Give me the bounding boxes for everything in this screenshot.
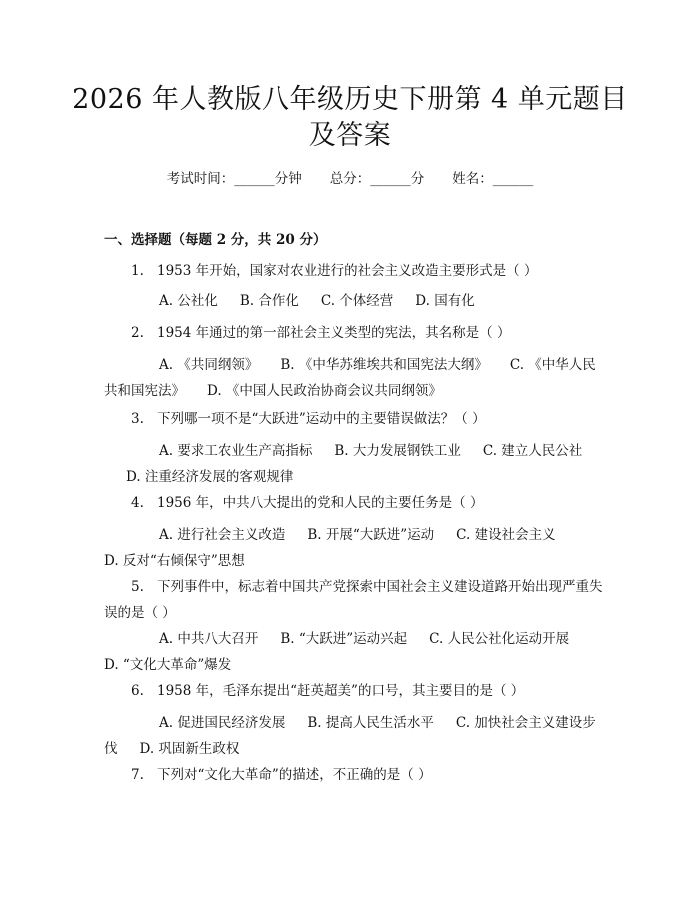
question-text: 1953 年开始，国家对农业进行的社会主义改造主要形式是（ ）: [157, 263, 538, 279]
question-text: 1958 年，毛泽东提出“赶英超美”的口号，其主要目的是（ ）: [157, 683, 525, 699]
option-b: B. 提高人民生活水平: [307, 715, 434, 731]
question-6: [104, 678, 604, 704]
option-a: A. 进行社会主义改造: [159, 527, 286, 543]
question-5-options: [104, 626, 604, 678]
question-1-options: [104, 288, 604, 314]
question-4: [104, 490, 604, 516]
option-b: B. 《中华苏维埃共和国宪法大纲》: [280, 357, 488, 373]
option-c: C. 加快社会主义建设步伐: [104, 715, 596, 757]
option-b: B. 大力发展钢铁工业: [334, 443, 461, 459]
total-score-field: 总分：______分: [329, 171, 425, 187]
title-line-2: 及答案: [308, 120, 392, 151]
question-text: 下列对“文化大革命”的描述，不正确的是（ ）: [157, 767, 432, 783]
option-d: D. 国有化: [415, 293, 475, 309]
question-1: [104, 258, 604, 284]
document-title: [60, 82, 640, 154]
question-2: [104, 320, 604, 346]
option-b: B. 开展“大跃进”运动: [307, 527, 435, 543]
question-4-options: [104, 522, 604, 574]
question-text: 下列哪一项不是“大跃进”运动中的主要错误做法？（ ）: [157, 411, 486, 427]
question-text: 下列事件中，标志着中国共产党探索中国社会主义建设道路开始出现严重失误的是（ ）: [104, 579, 603, 621]
exam-time-field: 考试时间：______分钟: [166, 171, 302, 187]
exam-info-line: [0, 170, 700, 188]
question-number: 6.: [131, 683, 144, 699]
option-c: C. 建设社会主义: [456, 527, 556, 543]
option-d: D. 《中国人民政治协商会议共同纲领》: [207, 383, 442, 399]
question-number: 4.: [131, 495, 144, 511]
question-number: 7.: [131, 767, 144, 783]
option-c: C. 人民公社化运动开展: [429, 631, 570, 647]
option-c: C. 个体经营: [320, 293, 394, 309]
question-6-options: [104, 710, 604, 762]
option-a: A. 公社化: [159, 293, 218, 309]
question-text: 1954 年通过的第一部社会主义类型的宪法，其名称是（ ）: [157, 325, 511, 341]
option-a: A. 促进国民经济发展: [159, 715, 286, 731]
option-b: B. 合作化: [239, 293, 299, 309]
question-number: 5.: [131, 579, 144, 595]
option-b: B. “大跃进”运动兴起: [280, 631, 408, 647]
option-a: A. 《共同纲领》: [159, 357, 259, 373]
question-3-options: [104, 438, 604, 490]
option-d: D. 注重经济发展的客观规律: [126, 469, 294, 485]
question-number: 1.: [131, 263, 144, 279]
option-d: D. “文化大革命”爆发: [104, 657, 232, 673]
option-a: A. 中共八大召开: [159, 631, 259, 647]
title-line-1: 2026 年人教版八年级历史下册第 4 单元题目: [72, 84, 628, 115]
option-d: D. 巩固新生政权: [139, 741, 240, 757]
question-number: 3.: [131, 411, 144, 427]
option-c: C. 建立人民公社: [482, 443, 583, 459]
section-heading: 一、选择题（每题 2 分，共 20 分）: [104, 232, 327, 248]
option-a: A. 要求工农业生产高指标: [159, 443, 313, 459]
option-c: C. 《中华人民共和国宪法》: [104, 357, 596, 399]
option-d: D. 反对“右倾保守”思想: [104, 553, 245, 569]
question-2-options: [104, 352, 604, 404]
student-name-field: 姓名：______: [452, 171, 534, 187]
question-7: [104, 762, 604, 788]
question-number: 2.: [131, 325, 144, 341]
question-3: [104, 406, 604, 432]
question-text: 1956 年，中共八大提出的党和人民的主要任务是（ ）: [157, 495, 484, 511]
question-5: [104, 574, 604, 626]
